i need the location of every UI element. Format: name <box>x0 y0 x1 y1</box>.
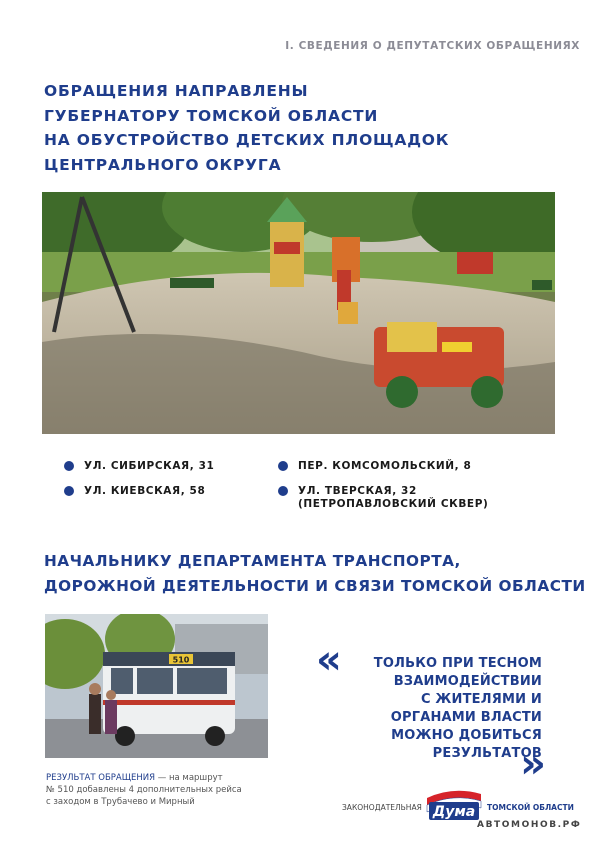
heading-line: ДОРОЖНОЙ ДЕЯТЕЛЬНОСТИ И СВЯЗИ ТОМСКОЙ ОБЛАСТИ <box>44 576 586 595</box>
heading-line: НАЧАЛЬНИКУ ДЕПАРТАМЕНТА ТРАНСПОРТА, <box>44 552 461 570</box>
heading-line: ГУБЕРНАТОРУ ТОМСКОЙ ОБЛАСТИ <box>44 106 379 125</box>
footer-left-text: ЗАКОНОДАТЕЛЬНАЯ <box>342 803 422 812</box>
caption-text: — на маршрут <box>155 773 223 783</box>
address-item <box>298 460 471 473</box>
quote-block <box>316 637 552 787</box>
address-line: УЛ. СИБИРСКАЯ, 31 <box>84 460 215 472</box>
heading-line: НА ОБУСТРОЙСТВО ДЕТСКИХ ПЛОЩАДОК <box>44 131 450 149</box>
duma-logo-icon <box>423 788 485 822</box>
bullet-dot-icon <box>64 461 74 471</box>
quote-line: ОРГАНАМИ ВЛАСТИ <box>390 710 542 725</box>
logo-word: Дума <box>432 804 476 820</box>
section-title: I. СВЕДЕНИЯ О ДЕПУТАТСКИХ ОБРАЩЕНИЯХ <box>285 40 580 52</box>
address-line: УЛ. КИЕВСКАЯ, 58 <box>84 485 206 497</box>
address-item <box>84 460 214 473</box>
address-item <box>298 485 488 511</box>
bus-route-number: 510 <box>172 655 190 665</box>
bus-illustration <box>45 614 268 758</box>
heading-playgrounds <box>44 79 449 177</box>
address-item <box>84 485 205 498</box>
open-quote-mark: « <box>316 637 342 683</box>
close-quote-mark: » <box>520 741 546 787</box>
heading-line: ЦЕНТРАЛЬНОГО ОКРУГА <box>44 155 282 174</box>
address-line: УЛ. ТВЕРСКАЯ, 32 <box>298 485 417 497</box>
address-line: ПЕР. КОМСОМОЛЬСКИЙ, 8 <box>298 460 472 472</box>
caption-label: РЕЗУЛЬТАТ ОБРАЩЕНИЯ <box>46 773 156 783</box>
bus-photo <box>45 614 268 758</box>
playground-photo <box>42 192 555 434</box>
duma-logo <box>423 788 485 822</box>
quote-line: МОЖНО ДОБИТЬСЯ <box>391 728 542 743</box>
footer-right-text: ТОМСКОЙ ОБЛАСТИ <box>487 803 574 812</box>
bullet-dot-icon <box>64 486 74 496</box>
playground-illustration <box>42 192 555 434</box>
quote-line: ТОЛЬКО ПРИ ТЕСНОМ <box>373 656 542 671</box>
footer-url[interactable]: АВТОМОНОВ.РФ <box>477 820 582 830</box>
bullet-dot-icon <box>278 461 288 471</box>
heading-line: ОБРАЩЕНИЯ НАПРАВЛЕНЫ <box>44 82 309 100</box>
heading-transport <box>44 549 586 598</box>
quote-line: РЕЗУЛЬТАТОВ <box>432 746 542 761</box>
photo-caption <box>46 772 242 808</box>
quote-line: ВЗАИМОДЕЙСТВИИ <box>393 674 542 689</box>
caption-text: № 510 добавлены 4 дополнительных рейса <box>46 785 242 795</box>
quote-text <box>374 655 542 763</box>
quote-line: С ЖИТЕЛЯМИ И <box>420 692 542 707</box>
caption-text: с заходом в Трубачево и Мирный <box>46 797 195 807</box>
bullet-dot-icon <box>278 486 288 496</box>
address-line: (ПЕТРОПАВЛОВСКИЙ СКВЕР) <box>298 498 489 510</box>
